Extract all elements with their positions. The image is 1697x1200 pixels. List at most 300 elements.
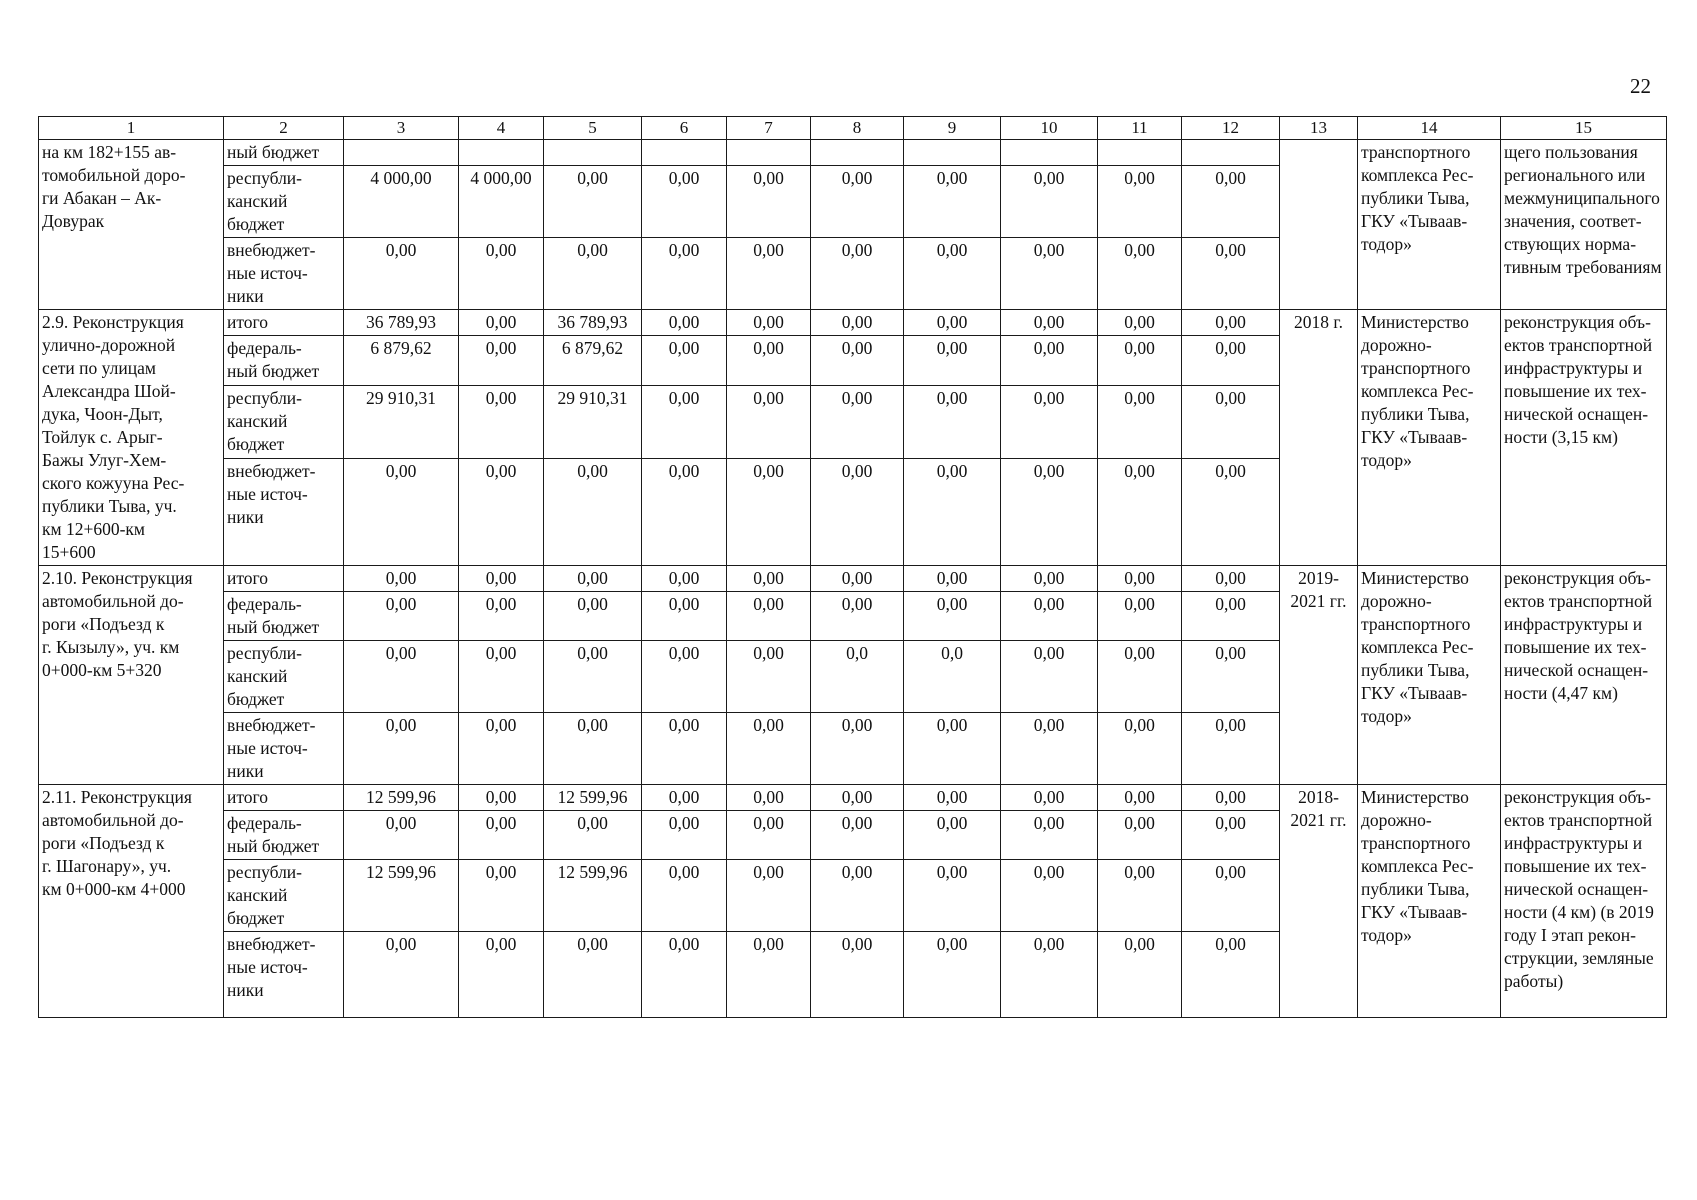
text-line: публики Тыва, (1361, 404, 1470, 424)
table-row (39, 785, 1667, 811)
amount-cell: 0,00 (1182, 860, 1280, 932)
funding-source-cell (224, 566, 344, 592)
period-cell: 2019-2021 гг. (1280, 566, 1358, 785)
amount-cell (811, 140, 904, 166)
column-number-header: 1 (39, 117, 224, 140)
text-line: итого (227, 787, 269, 807)
amount-cell: 0,00 (1098, 166, 1182, 238)
amount-cell: 0,00 (459, 785, 544, 811)
amount-cell: 0,00 (642, 811, 727, 860)
amount-cell: 0,00 (811, 566, 904, 592)
period-cell: 2018 г. (1280, 310, 1358, 566)
text-line: федераль- (227, 594, 302, 614)
amount-cell: 0,00 (1098, 336, 1182, 386)
text-line: Министерство (1361, 312, 1469, 332)
funding-source-cell (224, 166, 344, 238)
amount-cell: 0,00 (459, 713, 544, 785)
column-number-header: 6 (642, 117, 727, 140)
amount-cell: 0,00 (727, 566, 811, 592)
text-line: повышение их тех- (1504, 381, 1647, 401)
text-line: ГКУ «Тываав- (1361, 427, 1468, 447)
amount-cell: 29 910,31 (544, 385, 642, 458)
text-line: бюджет (227, 433, 285, 454)
amount-cell: 36 789,93 (344, 310, 459, 336)
amount-cell: 4 000,00 (344, 166, 459, 238)
executor-cell (1358, 566, 1501, 785)
text-line: Министерство (1361, 568, 1469, 588)
text-line: ности (3,15 км) (1504, 427, 1618, 447)
executor-cell (1358, 140, 1501, 310)
amount-cell: 0,00 (344, 238, 459, 310)
column-number-row (39, 117, 1667, 140)
text-line: транспортного (1361, 142, 1471, 162)
amount-cell: 0,00 (1098, 458, 1182, 565)
column-number-header: 13 (1280, 117, 1358, 140)
amount-cell: 0,00 (459, 385, 544, 458)
column-number-header: 12 (1182, 117, 1280, 140)
column-number-header: 2 (224, 117, 344, 140)
column-number-header: 8 (811, 117, 904, 140)
amount-cell: 0,00 (459, 238, 544, 310)
amount-cell: 0,00 (727, 385, 811, 458)
text-line: работы) (1504, 971, 1564, 991)
text-line: публики Тыва, (1361, 879, 1470, 899)
amount-cell: 6 879,62 (544, 336, 642, 386)
amount-cell: 0,00 (642, 566, 727, 592)
text-line: ный бюджет (227, 361, 320, 382)
amount-cell: 29 910,31 (344, 385, 459, 458)
amount-cell: 0,00 (811, 458, 904, 565)
text-line: дука, Чоон-Дыт, (42, 404, 163, 424)
amount-cell (544, 140, 642, 166)
executor-cell (1358, 785, 1501, 1018)
amount-cell: 0,00 (811, 713, 904, 785)
text-line: улично-дорожной (42, 335, 176, 355)
amount-cell: 0,00 (459, 932, 544, 1018)
amount-cell: 0,00 (642, 785, 727, 811)
amount-cell: 0,00 (1182, 458, 1280, 565)
text-line: транспортного (1361, 614, 1471, 634)
amount-cell: 0,00 (642, 641, 727, 713)
measure-name-cell (39, 310, 224, 566)
amount-cell: 0,00 (811, 811, 904, 860)
text-line: Бажы Улуг-Хем- (42, 450, 167, 470)
amount-cell: 0,00 (1182, 385, 1280, 458)
funding-source-cell (224, 811, 344, 860)
amount-cell: 0,00 (459, 592, 544, 641)
text-line: внебюджет- (227, 934, 316, 954)
amount-cell: 6 879,62 (344, 336, 459, 386)
amount-cell: 12 599,96 (344, 785, 459, 811)
amount-cell (904, 140, 1001, 166)
text-line: транспортного (1361, 358, 1471, 378)
text-line: республи- (227, 862, 302, 882)
amount-cell: 0,00 (727, 592, 811, 641)
text-line: сети по улицам (42, 358, 156, 378)
amount-cell: 0,00 (1001, 641, 1098, 713)
text-line: значения, соответ- (1504, 211, 1642, 231)
text-line: ГКУ «Тываав- (1361, 211, 1468, 231)
measure-name-cell (39, 785, 224, 1018)
text-line: федераль- (227, 338, 302, 359)
amount-cell: 0,00 (544, 166, 642, 238)
text-line: канский (227, 191, 288, 211)
amount-cell: 12 599,96 (344, 860, 459, 932)
column-number-header: 5 (544, 117, 642, 140)
text-line: ектов транспортной (1504, 591, 1653, 611)
column-number-header: 10 (1001, 117, 1098, 140)
amount-cell: 0,00 (459, 641, 544, 713)
amount-cell: 0,00 (1001, 932, 1098, 1018)
amount-cell: 0,00 (1182, 811, 1280, 860)
amount-cell: 0,00 (544, 713, 642, 785)
text-line: канский (227, 666, 288, 686)
amount-cell: 0,00 (459, 860, 544, 932)
table-body (39, 117, 1667, 1018)
text-line: внебюджет- (227, 460, 316, 481)
amount-cell: 0,00 (904, 785, 1001, 811)
amount-cell: 0,00 (344, 566, 459, 592)
text-line: ный бюджет (227, 617, 320, 637)
funding-source-cell (224, 238, 344, 310)
amount-cell: 0,00 (544, 566, 642, 592)
amount-cell: 0,00 (344, 592, 459, 641)
amount-cell: 0,00 (727, 811, 811, 860)
amount-cell: 0,00 (904, 336, 1001, 386)
text-line: ектов транспортной (1504, 335, 1653, 355)
amount-cell: 0,00 (1001, 385, 1098, 458)
text-line: ности (4,47 км) (1504, 683, 1618, 703)
text-line: реконструкция объ- (1504, 568, 1651, 588)
amount-cell: 0,00 (1001, 592, 1098, 641)
amount-cell: 0,00 (727, 860, 811, 932)
amount-cell: 0,00 (1001, 458, 1098, 565)
amount-cell: 0,00 (904, 310, 1001, 336)
amount-cell: 0,00 (642, 458, 727, 565)
column-number-header: 11 (1098, 117, 1182, 140)
amount-cell: 0,00 (459, 310, 544, 336)
text-line: транспортного (1361, 833, 1471, 853)
text-line: томобильной доро- (42, 165, 186, 185)
amount-cell: 0,00 (1098, 385, 1182, 458)
amount-cell: 0,00 (811, 385, 904, 458)
amount-cell: 4 000,00 (459, 166, 544, 238)
text-line: тодор» (1361, 925, 1412, 945)
text-line: ники (227, 286, 264, 306)
amount-cell (727, 140, 811, 166)
text-line: ный бюджет (227, 836, 320, 856)
text-line: щего пользования (1504, 142, 1638, 162)
amount-cell (344, 140, 459, 166)
text-line: бюджет (227, 689, 285, 709)
text-line: бюджет (227, 214, 285, 234)
funding-source-cell (224, 336, 344, 386)
column-number-header: 15 (1501, 117, 1667, 140)
amount-cell: 0,00 (1098, 932, 1182, 1018)
amount-cell: 0,00 (811, 166, 904, 238)
result-cell (1501, 140, 1667, 310)
amount-cell: 0,00 (1098, 785, 1182, 811)
amount-cell: 0,00 (727, 458, 811, 565)
text-line: регионального или (1504, 165, 1646, 185)
text-line: повышение их тех- (1504, 856, 1647, 876)
amount-cell: 0,00 (811, 310, 904, 336)
table-row (39, 140, 1667, 166)
amount-cell: 0,00 (904, 238, 1001, 310)
amount-cell: 0,00 (811, 336, 904, 386)
amount-cell: 0,00 (1001, 166, 1098, 238)
amount-cell: 0,00 (1001, 785, 1098, 811)
amount-cell: 0,00 (904, 811, 1001, 860)
measure-name-cell (39, 566, 224, 785)
text-line: федераль- (227, 813, 302, 833)
result-cell (1501, 785, 1667, 1018)
text-line: ники (227, 506, 264, 527)
column-number-header: 3 (344, 117, 459, 140)
text-line: реконструкция объ- (1504, 312, 1651, 332)
amount-cell: 0,00 (544, 811, 642, 860)
amount-cell: 0,00 (344, 458, 459, 565)
amount-cell: 0,00 (904, 458, 1001, 565)
amount-cell: 0,00 (1098, 641, 1182, 713)
text-line: 0+000-км 5+320 (42, 660, 162, 680)
amount-cell: 0,0 (904, 641, 1001, 713)
text-line: ги Абакан – Ак- (42, 188, 162, 208)
amount-cell: 0,00 (344, 641, 459, 713)
funding-source-cell (224, 641, 344, 713)
amount-cell: 0,00 (642, 385, 727, 458)
amount-cell: 0,00 (1001, 811, 1098, 860)
text-line: ГКУ «Тываав- (1361, 683, 1468, 703)
amount-cell: 0,00 (642, 713, 727, 785)
text-line: струкции, земляные (1504, 948, 1654, 968)
amount-cell: 0,00 (642, 336, 727, 386)
amount-cell: 0,00 (811, 785, 904, 811)
text-line: комплекса Рес- (1361, 637, 1474, 657)
text-line: дорожно- (1361, 335, 1432, 355)
text-line: Довурак (42, 211, 105, 231)
amount-cell: 0,00 (727, 785, 811, 811)
amount-cell: 0,00 (811, 592, 904, 641)
amount-cell (642, 140, 727, 166)
amount-cell: 0,00 (642, 860, 727, 932)
text-line: нической оснащен- (1504, 660, 1649, 680)
text-line: ности (4 км) (в 2019 (1504, 902, 1654, 922)
amount-cell: 0,00 (1182, 336, 1280, 386)
text-line: году I этап рекон- (1504, 925, 1636, 945)
funding-source-cell (224, 713, 344, 785)
text-line: республи- (227, 168, 302, 188)
amount-cell: 0,00 (727, 641, 811, 713)
period-cell: 2018-2021 гг. (1280, 785, 1358, 1018)
text-line: итого (227, 568, 269, 588)
amount-cell: 0,00 (904, 385, 1001, 458)
table-row (39, 310, 1667, 336)
text-line: на км 182+155 ав- (42, 142, 177, 162)
funding-source-cell (224, 860, 344, 932)
funding-source-cell (224, 385, 344, 458)
text-line: тодор» (1361, 706, 1412, 726)
amount-cell (1182, 140, 1280, 166)
amount-cell: 0,00 (642, 932, 727, 1018)
amount-cell: 0,00 (1001, 566, 1098, 592)
text-line: 2.10. Реконструкция (42, 568, 193, 588)
amount-cell: 0,00 (904, 166, 1001, 238)
funding-source-cell (224, 932, 344, 1018)
amount-cell: 0,00 (1001, 310, 1098, 336)
text-line: км 12+600-км (42, 519, 145, 539)
period-cell (1280, 140, 1358, 310)
text-line: Тойлук с. Арыг- (42, 427, 163, 447)
text-line: тодор» (1361, 450, 1412, 470)
amount-cell: 0,00 (1182, 166, 1280, 238)
text-line: публики Тыва, (1361, 660, 1470, 680)
amount-cell: 0,00 (904, 592, 1001, 641)
amount-cell: 0,00 (459, 336, 544, 386)
text-line: ГКУ «Тываав- (1361, 902, 1468, 922)
amount-cell: 0,00 (544, 592, 642, 641)
text-line: внебюджет- (227, 240, 316, 260)
amount-cell: 0,00 (1182, 713, 1280, 785)
amount-cell: 0,00 (344, 713, 459, 785)
amount-cell: 0,00 (727, 310, 811, 336)
amount-cell: 0,00 (904, 860, 1001, 932)
text-line: межмуниципального (1504, 188, 1660, 208)
text-line: Александра Шой- (42, 381, 176, 401)
funding-source-cell (224, 310, 344, 336)
amount-cell: 0,00 (459, 811, 544, 860)
text-line: 2.9. Реконструкция (42, 312, 184, 332)
text-line: комплекса Рес- (1361, 381, 1474, 401)
text-line: реконструкция объ- (1504, 787, 1651, 807)
amount-cell: 0,00 (811, 860, 904, 932)
text-line: бюджет (227, 908, 285, 928)
amount-cell: 0,00 (1001, 860, 1098, 932)
text-line: итого (227, 312, 269, 332)
amount-cell (1001, 140, 1098, 166)
text-line: ные источ- (227, 263, 308, 283)
text-line: комплекса Рес- (1361, 165, 1474, 185)
amount-cell: 0,00 (1098, 238, 1182, 310)
column-number-header: 9 (904, 117, 1001, 140)
text-line: ствующих норма- (1504, 234, 1637, 254)
amount-cell: 0,00 (727, 932, 811, 1018)
column-number-header: 14 (1358, 117, 1501, 140)
text-line: повышение их тех- (1504, 637, 1647, 657)
amount-cell: 0,00 (544, 932, 642, 1018)
text-line: тодор» (1361, 234, 1412, 254)
text-line: роги «Подъезд к (42, 614, 165, 634)
amount-cell: 0,00 (1182, 310, 1280, 336)
amount-cell: 0,00 (544, 238, 642, 310)
amount-cell: 0,00 (811, 932, 904, 1018)
text-line: г. Шагонару», уч. (42, 856, 172, 876)
text-line: канский (227, 410, 288, 431)
amount-cell: 0,00 (904, 713, 1001, 785)
amount-cell: 0,00 (344, 811, 459, 860)
amount-cell: 0,00 (1001, 336, 1098, 386)
amount-cell: 0,00 (642, 592, 727, 641)
amount-cell: 0,00 (1182, 785, 1280, 811)
amount-cell: 0,00 (1182, 238, 1280, 310)
text-line: дорожно- (1361, 591, 1432, 611)
amount-cell: 0,00 (811, 238, 904, 310)
text-line: инфраструктуры и (1504, 358, 1643, 378)
text-line: ники (227, 761, 264, 781)
amount-cell: 0,00 (642, 310, 727, 336)
page-number: 22 (1630, 74, 1651, 98)
amount-cell: 12 599,96 (544, 860, 642, 932)
column-number-header: 4 (459, 117, 544, 140)
result-cell (1501, 566, 1667, 785)
amount-cell: 0,00 (1182, 592, 1280, 641)
amount-cell: 0,00 (459, 566, 544, 592)
funding-source-cell (224, 592, 344, 641)
amount-cell: 0,00 (1098, 566, 1182, 592)
amount-cell: 0,00 (1098, 592, 1182, 641)
amount-cell: 0,00 (727, 713, 811, 785)
amount-cell: 0,0 (811, 641, 904, 713)
amount-cell: 0,00 (642, 238, 727, 310)
amount-cell: 0,00 (727, 336, 811, 386)
amount-cell: 0,00 (544, 458, 642, 565)
text-line: тивным требованиям (1504, 257, 1662, 277)
result-cell (1501, 310, 1667, 566)
text-line: республи- (227, 387, 302, 408)
text-line: нической оснащен- (1504, 879, 1649, 899)
amount-cell: 12 599,96 (544, 785, 642, 811)
amount-cell: 36 789,93 (544, 310, 642, 336)
amount-cell: 0,00 (904, 566, 1001, 592)
text-line: публики Тыва, уч. (42, 496, 177, 516)
text-line: г. Кызылу», уч. км (42, 637, 180, 657)
amount-cell: 0,00 (1098, 713, 1182, 785)
executor-cell (1358, 310, 1501, 566)
amount-cell: 0,00 (1182, 566, 1280, 592)
amount-cell: 0,00 (904, 932, 1001, 1018)
text-line: инфраструктуры и (1504, 833, 1643, 853)
amount-cell: 0,00 (1001, 713, 1098, 785)
funding-source-cell (224, 785, 344, 811)
column-number-header: 7 (727, 117, 811, 140)
text-line: комплекса Рес- (1361, 856, 1474, 876)
amount-cell: 0,00 (727, 166, 811, 238)
text-line: публики Тыва, (1361, 188, 1470, 208)
text-line: республи- (227, 643, 302, 663)
text-line: км 0+000-км 4+000 (42, 879, 186, 899)
measure-name-cell (39, 140, 224, 310)
text-line: ектов транспортной (1504, 810, 1653, 830)
text-line: ные источ- (227, 738, 308, 758)
amount-cell: 0,00 (459, 458, 544, 565)
amount-cell: 0,00 (727, 238, 811, 310)
text-line: инфраструктуры и (1504, 614, 1643, 634)
text-line: ского кожууна Рес- (42, 473, 185, 493)
funding-source-cell (224, 458, 344, 565)
amount-cell (1098, 140, 1182, 166)
amount-cell: 0,00 (344, 932, 459, 1018)
text-line: ные источ- (227, 957, 308, 977)
amount-cell: 0,00 (642, 166, 727, 238)
text-line: роги «Подъезд к (42, 833, 165, 853)
text-line: дорожно- (1361, 810, 1432, 830)
amount-cell: 0,00 (1182, 932, 1280, 1018)
text-line: Министерство (1361, 787, 1469, 807)
amount-cell: 0,00 (1098, 860, 1182, 932)
text-line: 15+600 (42, 542, 96, 562)
text-line: ные источ- (227, 483, 308, 504)
amount-cell (459, 140, 544, 166)
